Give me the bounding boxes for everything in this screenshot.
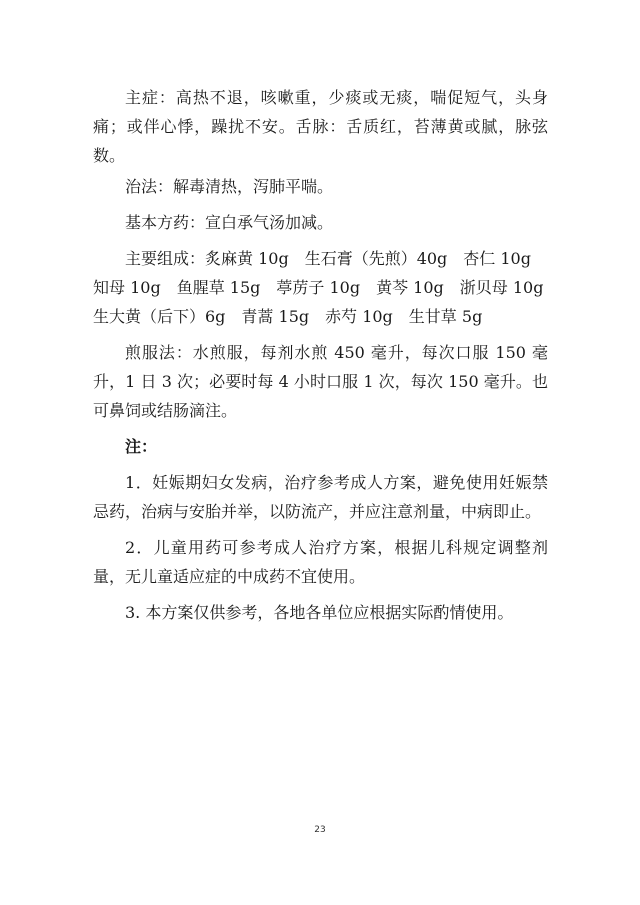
- note-item-3: 3. 本方案仅供参考，各地各单位应根据实际酌情使用。: [125, 603, 514, 622]
- composition-block: [93, 244, 548, 331]
- treatment-principle: 治法：解毒清热，泻肺平喘。: [125, 177, 334, 196]
- decoction-method: 煎服法：水煎服，每剂水煎 450 毫升，每次口服 150 毫升，1 日 3 次；必要时每 4 小时口服 1 次，每次 150 毫升。也可鼻饲或结肠滴注。: [93, 343, 548, 420]
- composition-line-2: 知母 10g 鱼腥草 15g 葶苈子 10g 黄芩 10g 浙贝母 10g: [93, 278, 544, 297]
- composition-line-3: 生大黄（后下）6g 青蒿 15g 赤芍 10g 生甘草 5g: [93, 307, 483, 326]
- notes-heading: 注：: [125, 437, 158, 456]
- note-item-1: 1．妊娠期妇女发病，治疗参考成人方案，避免使用妊娠禁忌药，治病与安胎并举，以防流产，并应注意剂量，中病即止。: [93, 473, 548, 521]
- symptoms-paragraph: 主症：高热不退，咳嗽重，少痰或无痰，喘促短气，头身痛；或伴心悸，躁扰不安。舌脉：舌质红，苔薄黄或腻，脉弦数。: [93, 88, 548, 165]
- note-item-2: 2．儿童用药可参考成人治疗方案，根据儿科规定调整剂量，无儿童适应症的中成药不宜使用。: [93, 538, 548, 586]
- composition-line-1: 主要组成：炙麻黄 10g 生石膏（先煎）40g 杏仁 10g: [125, 249, 531, 268]
- base-prescription: 基本方药：宣白承气汤加减。: [125, 213, 334, 232]
- document-body: [93, 83, 548, 627]
- page-number: 23: [314, 825, 326, 835]
